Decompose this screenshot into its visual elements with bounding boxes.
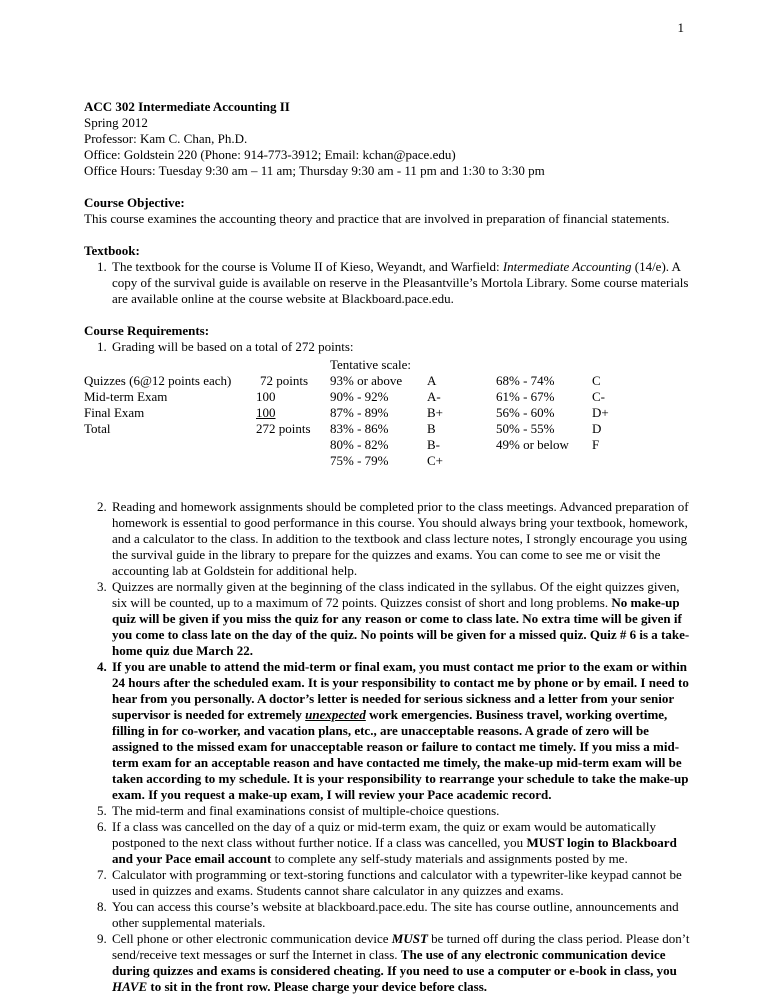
scale-range: 93% or above: [330, 373, 403, 388]
requirement-3-text: Quizzes are normally given at the beginning of the class indicated in the syllabus. Of the eight quizzes given, six will be counted, up to a maximum of 72 points. Quizzes consist of short and long problems.: [112, 579, 680, 610]
textbook-list: [84, 259, 692, 307]
letter-grade: C: [592, 373, 601, 388]
textbook-title: Intermediate Accounting: [502, 259, 632, 274]
course-title: ACC 302 Intermediate Accounting II: [84, 99, 290, 114]
letter-grade: C-: [592, 389, 605, 404]
requirement-item-3: [110, 579, 692, 659]
grading-item: Quizzes (6@12 points each): [84, 373, 232, 388]
grading-points: 272 points: [256, 421, 311, 436]
letter-grade: C+: [427, 453, 444, 468]
textbook-section: [84, 243, 692, 307]
scale-column-2: [496, 373, 569, 453]
course-header: [84, 99, 692, 179]
requirement-9-have: HAVE: [112, 979, 148, 994]
requirement-4-emphasis: unexpected: [305, 707, 366, 722]
letter-grade: B+: [427, 405, 444, 420]
requirement-item-1: 1. Grading will be based on a total of 272 points:: [110, 339, 692, 355]
scale-range: 56% - 60%: [496, 405, 555, 420]
scale-range: 61% - 67%: [496, 389, 555, 404]
requirement-item-4: [110, 659, 692, 803]
objective-text: This course examines the accounting theory and practice that are involved in preparation of financial statements.: [84, 211, 670, 226]
letter-grade: D+: [592, 405, 609, 420]
letter-column-2: [592, 373, 609, 453]
objective-section: [84, 195, 692, 227]
grading-points: 100: [256, 405, 276, 420]
objective-heading: Course Objective:: [84, 195, 185, 210]
requirements-heading: Course Requirements:: [84, 323, 210, 338]
grading-item: Mid-term Exam: [84, 389, 168, 404]
letter-grade: D: [592, 421, 602, 436]
grading-points: 72 points: [260, 373, 309, 388]
requirement-item-8: 8. You can access this course’s website at blackboard.pace.edu. The site has course outline, announcements and other supplemental materials.: [110, 899, 692, 931]
office-line: Office: Goldstein 220 (Phone: 914-773-3912; Email: kchan@pace.edu): [84, 147, 456, 162]
scale-range: 50% - 55%: [496, 421, 555, 436]
course-term: Spring 2012: [84, 115, 148, 130]
letter-grade: B-: [427, 437, 440, 452]
textbook-text: The textbook for the course is Volume II of Kieso, Weyandt, and Warfield:: [112, 259, 503, 274]
scale-range: 90% - 92%: [330, 389, 389, 404]
professor-line: Professor: Kam C. Chan, Ph.D.: [84, 131, 248, 146]
scale-range: 83% - 86%: [330, 421, 389, 436]
requirement-6-text: If a class was cancelled on the day of a quiz or mid-term exam, the quiz or exam would be automatically postponed to the next class without further notice. If a class was cancelled, you: [112, 819, 656, 850]
requirement-9-text: Cell phone or other electronic communication device: [112, 931, 392, 946]
grading-table: [84, 357, 692, 483]
letter-grade: A-: [427, 389, 441, 404]
requirement-item-7: 7. Calculator with programming or text-storing functions and calculator with a typewriter-like keypad cannot be used in quizzes and exams. Students cannot share calculator in any quizzes and exams.: [110, 867, 692, 899]
scale-range: 87% - 89%: [330, 405, 389, 420]
requirement-item-6: [110, 819, 692, 867]
textbook-item: [110, 259, 692, 307]
scale-range: 49% or below: [496, 437, 569, 452]
requirement-9-must: MUST: [391, 931, 428, 946]
requirement-9-bold-2: to sit in the front row. Please charge your device before class.: [147, 979, 488, 994]
requirement-6-text-rest: to complete any self-study materials and assignments posted by me.: [271, 851, 628, 866]
syllabus-body: [84, 99, 692, 995]
scale-column-1: [330, 357, 411, 469]
requirement-4-text-rest: work emergencies. Business travel, working overtime, filling in for co-worker, and vacation plans, etc., are unacceptable reasons. A grade of zero will be assigned to the missed exam for unacceptable reason or failure to contact me timely. If you miss a mid-term exam for an acceptable reason and have contacted me timely, the make-up mid-term exam will be taken according to my schedule. It is your responsibility to rearrange your schedule to take the make-up exam. If you request a make-up exam, I will review your Pace academic record.: [112, 707, 689, 802]
requirements-list-intro: [84, 339, 692, 355]
grading-item: Total: [84, 421, 111, 436]
requirement-item-9: [110, 931, 692, 995]
grading-items-column: [84, 373, 231, 437]
letter-column-1: [427, 373, 443, 469]
textbook-text-rest: (14/e). A copy of the survival guide is available on reserve in the Pleasantville’s Mortola Library. Some course materials are available online at the course website at Blackboard.pace.edu.: [112, 259, 689, 306]
scale-range: 75% - 79%: [330, 453, 389, 468]
scale-range: 80% - 82%: [330, 437, 389, 452]
requirement-item-5: 5. The mid-term and final examinations consist of multiple-choice questions.: [110, 803, 692, 819]
requirements-list: [84, 499, 692, 995]
requirements-section: [84, 323, 692, 995]
grading-points-column: [256, 373, 311, 437]
requirement-3-bold: No make-up quiz will be given if you miss the quiz for any reason or come to class late. No extra time will be given if you come to class late on the day of the quiz. No points will be given for a missed quiz. Quiz # 6 is a take-home quiz due March 22.: [112, 595, 690, 658]
grading-points: 100: [256, 389, 276, 404]
letter-grade: F: [592, 437, 600, 452]
scale-title: Tentative scale:: [330, 357, 412, 372]
grading-item: Final Exam: [84, 405, 145, 420]
page-number: 1: [677, 20, 684, 35]
textbook-heading: Textbook:: [84, 243, 140, 258]
requirement-9-text-2: be turned off during the class period. Please don’t send/receive text messages or surf the Internet in class.: [112, 931, 690, 962]
office-hours-line: Office Hours: Tuesday 9:30 am – 11 am; Thursday 9:30 am - 11 pm and 1:30 to 3:30 pm: [84, 163, 545, 178]
requirement-item-2: 2. Reading and homework assignments should be completed prior to the class meetings. Advanced preparation of homework is essential to good performance in this course. You should always bring your textbook, homework, and a calculator to the class. In addition to the textbook and class lecture notes, I strongly encourage you using the survival guide in the library to prepare for the quizzes and exams. You can come to see me or visit the accounting lab at Goldstein for additional help.: [110, 499, 692, 579]
letter-grade: A: [427, 373, 437, 388]
requirement-9-bold: The use of any electronic communication device during quizzes and exams is considered cheating. If you need to use a computer or e-book in class, you: [112, 947, 677, 978]
letter-grade: B: [427, 421, 436, 436]
requirement-4-text: If you are unable to attend the mid-term or final exam, you must contact me prior to the exam or within 24 hours after the scheduled exam. It is your responsibility to contact me by phone or by email. I need to hear from you personally. A doctor’s letter is needed for serious sickness and a letter from your senior supervisor is needed for extremely: [112, 659, 689, 722]
requirement-6-bold: MUST login to Blackboard and your Pace email account: [112, 835, 677, 866]
scale-range: 68% - 74%: [496, 373, 555, 388]
